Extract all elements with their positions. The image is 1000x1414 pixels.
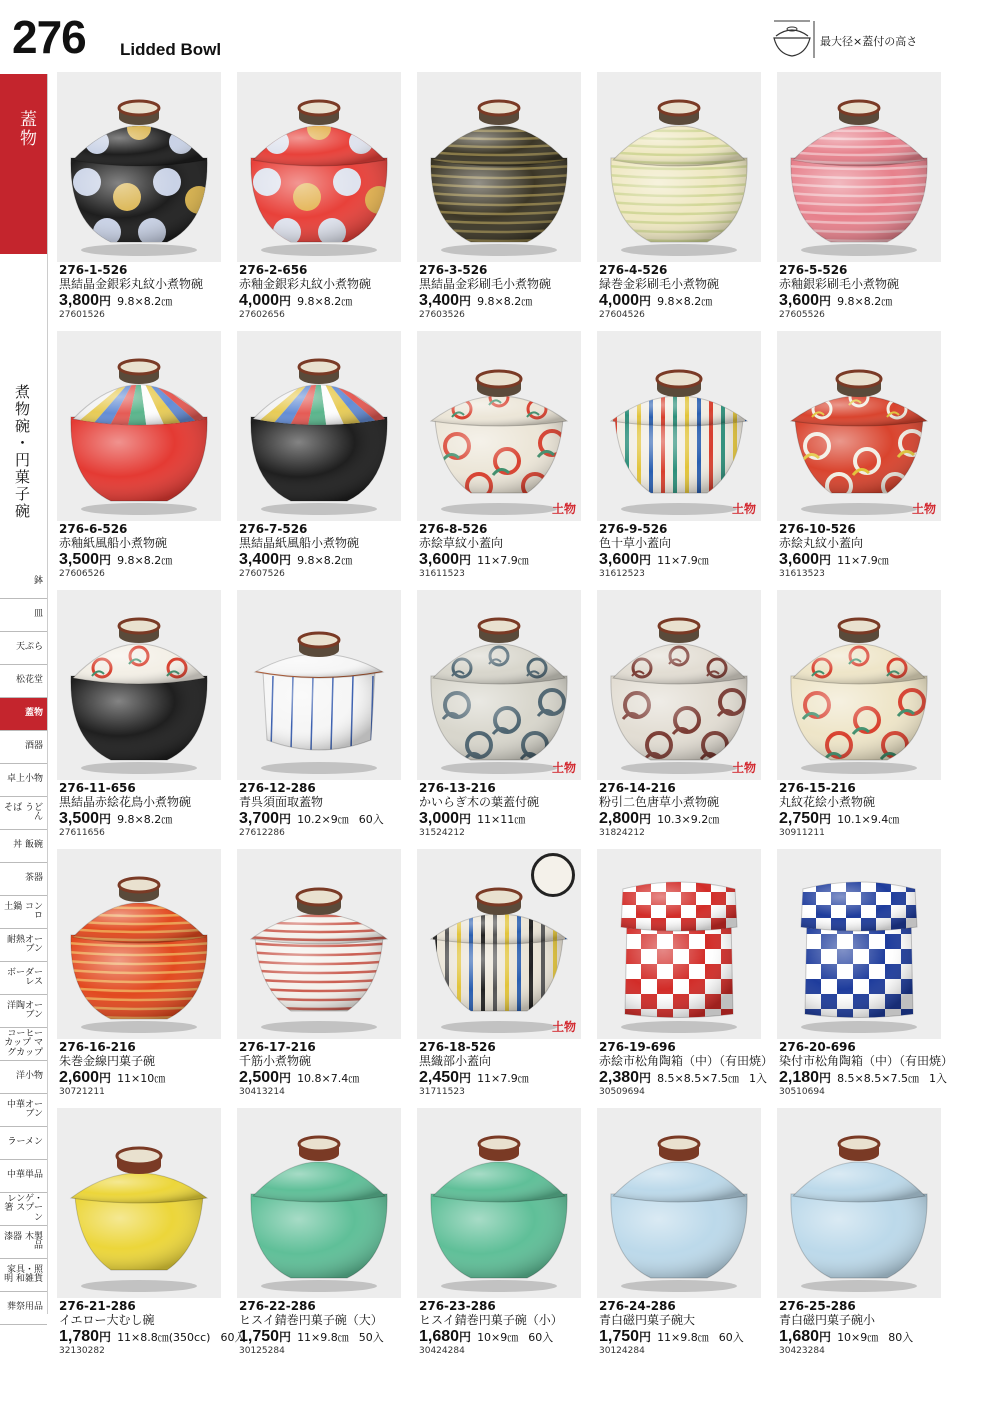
side-index-item[interactable]: ラーメン [0,1127,47,1160]
price-line [59,1068,239,1087]
product-name: 黒織部小蓋向 [419,1054,492,1068]
price-line [419,1327,599,1346]
lidded-bowl-image [777,72,941,262]
side-index-item[interactable]: 天ぷら [0,632,47,665]
product-name: 丸紋花絵小煮物碗 [779,795,876,809]
lidded-bowl-image [777,1108,941,1298]
earthenware-badge: 土物 [731,502,756,516]
product-name: 青白磁円菓子碗小 [779,1313,876,1327]
product-photo[interactable] [237,1108,401,1298]
product-jan: 31711523 [419,1087,465,1097]
product-photo[interactable] [777,849,941,1039]
price-unit: 円 [639,1330,652,1344]
product-jan: 27601526 [59,310,105,320]
product-name: 粉引二色唐草小煮物碗 [599,795,720,809]
price-unit: 円 [279,1330,292,1344]
product-code: 276-16-216 [59,1040,136,1054]
product-photo[interactable] [57,849,221,1039]
lid-detail-inset [531,853,575,897]
product-name: 緑巻金彩刷毛小煮物碗 [599,277,720,291]
product-jan: 32130282 [59,1346,105,1356]
pack-quantity: 1入 [748,1072,767,1085]
side-index-item[interactable]: 蓋物 [0,698,47,731]
product-price: 1,680 [779,1328,820,1345]
price-unit: 円 [459,294,472,308]
product-name: 赤絵市松角陶箱（中）（有田焼） [599,1054,774,1068]
price-unit: 円 [639,553,652,567]
product-name: かいらぎ木の葉蓋付碗 [419,795,540,809]
product-code: 276-11-656 [59,781,136,795]
price-line [239,550,419,569]
product-size: 11×8.8㎝(350cc) [117,1331,211,1344]
product-size: 10×9㎝ [837,1331,879,1344]
product-photo[interactable] [777,590,941,780]
price-unit: 円 [459,553,472,567]
side-index-item[interactable]: そば うどん [0,797,47,830]
side-index-item[interactable]: 酒器 [0,731,47,764]
lidded-bowl-image [237,590,401,780]
product-size: 9.8×8.2㎝ [117,295,173,308]
product-size: 9.8×8.2㎝ [117,554,173,567]
product-size: 11×11㎝ [477,813,526,826]
product-price: 2,750 [779,810,820,827]
product-info [239,1041,419,1097]
product-jan: 31611523 [419,569,465,579]
product-price: 2,450 [419,1069,460,1086]
price-unit: 円 [459,1071,472,1085]
pack-quantity: 60入 [220,1331,246,1344]
lidded-bowl-image [417,72,581,262]
product-size: 9.8×8.2㎝ [837,295,893,308]
product-code: 276-14-216 [599,781,676,795]
product-info [599,264,779,320]
price-unit: 円 [459,1330,472,1344]
side-index-item[interactable]: 丼 飯碗 [0,830,47,863]
product-size: 10.3×9.2㎝ [657,813,720,826]
product-info [239,782,419,838]
product-info [59,1299,246,1356]
side-subcategory-label: 煮物碗・円菓子碗 [13,384,31,520]
product-photo[interactable] [417,72,581,262]
price-line [59,291,239,310]
product-name: 黒結晶紙風船小煮物碗 [239,536,360,550]
product-photo[interactable] [597,849,761,1039]
product-info [419,1041,599,1097]
product-photo[interactable] [417,331,581,521]
product-photo[interactable] [417,590,581,780]
product-jan: 27612286 [239,828,285,838]
side-index-item[interactable]: 耐熱オーブン [0,929,47,962]
product-jan: 30413214 [239,1087,285,1097]
size-legend [770,18,995,64]
product-size: 11×9.8㎝ [657,1331,709,1344]
product-name: 千筋小煮物碗 [239,1054,312,1068]
product-price: 3,000 [419,810,460,827]
product-size: 11×10㎝ [117,1072,166,1085]
price-line [419,291,599,310]
product-info [599,523,779,579]
side-index-item[interactable]: ボーダーレス [0,962,47,995]
earthenware-badge: 土物 [551,761,576,775]
product-code: 276-5-526 [779,263,848,277]
lidded-bowl-image [57,1108,221,1298]
product-price: 3,600 [779,551,820,568]
product-price: 2,380 [599,1069,640,1086]
product-size: 10.8×7.4㎝ [297,1072,360,1085]
product-size: 9.8×8.2㎝ [657,295,713,308]
product-name: 色十草小蓋向 [599,536,672,550]
price-line [599,1068,779,1087]
product-size: 11×7.9㎝ [477,1072,529,1085]
side-category-tab[interactable] [0,74,47,254]
product-jan: 27611656 [59,828,105,838]
product-code: 276-1-526 [59,263,128,277]
product-info [779,264,959,320]
product-photo[interactable] [237,72,401,262]
product-info [779,1041,959,1097]
product-photo[interactable] [597,1108,761,1298]
product-name: 赤釉金銀彩丸紋小煮物碗 [239,277,372,291]
product-info [779,523,959,579]
product-photo[interactable] [417,1108,581,1298]
product-name: 黒結晶金彩刷毛小煮物碗 [419,277,552,291]
price-unit: 円 [279,294,292,308]
product-code: 276-8-526 [419,522,488,536]
price-unit: 円 [819,812,832,826]
lidded-bowl-image [417,590,581,780]
product-info [239,264,419,320]
product-photo[interactable] [417,849,581,1039]
product-photo[interactable] [597,590,761,780]
lidded-bowl-image [597,72,761,262]
lidded-bowl-image [777,331,941,521]
price-unit: 円 [279,1071,292,1085]
product-code: 276-4-526 [599,263,668,277]
price-line [599,1327,779,1346]
product-jan: 30911211 [779,828,825,838]
product-price: 2,600 [59,1069,100,1086]
product-code: 276-21-286 [59,1299,136,1313]
price-unit: 円 [819,1330,832,1344]
product-info [419,1300,599,1356]
lidded-bowl-image [237,1108,401,1298]
side-index-item[interactable]: 漆器 木製品 [0,1226,47,1259]
price-line [419,809,599,828]
side-category-label: 蓋物 [16,110,36,148]
side-divider [47,74,48,1314]
earthenware-badge: 土物 [731,761,756,775]
price-line [419,550,599,569]
product-size: 11×7.9㎝ [657,554,709,567]
product-name: 朱巻金線円菓子碗 [59,1054,156,1068]
earthenware-badge: 土物 [551,502,576,516]
product-price: 4,000 [599,292,640,309]
product-code: 276-20-696 [779,1040,856,1054]
product-code: 276-13-216 [419,781,496,795]
price-line [779,291,959,310]
lidded-bowl-image [597,590,761,780]
product-name: 染付市松角陶箱（中）（有田焼） [779,1054,954,1068]
product-photo[interactable] [237,331,401,521]
side-index-item[interactable]: 葬祭用品 [0,1292,47,1325]
product-info [599,1041,779,1097]
price-line [239,809,419,828]
product-price: 1,680 [419,1328,460,1345]
lidded-bowl-image [57,72,221,262]
side-index-item[interactable]: 家具・照明 和雑貨 [0,1259,47,1292]
product-code: 276-12-286 [239,781,316,795]
page-title: Lidded Bowl [120,40,222,59]
product-info [419,264,599,320]
product-info [59,264,239,320]
product-jan: 30124284 [599,1346,645,1356]
product-name: 赤釉紙風船小煮物碗 [59,536,168,550]
price-line [59,809,239,828]
side-index-item[interactable]: レンゲ・箸 スプーン [0,1193,47,1226]
price-unit: 円 [279,812,292,826]
lidded-bowl-image [597,1108,761,1298]
price-unit: 円 [99,553,112,567]
price-line [599,809,779,828]
side-index-item[interactable]: 松花堂 [0,665,47,698]
product-name: 黒結晶赤絵花鳥小煮物碗 [59,795,192,809]
price-line [59,1327,246,1346]
lidded-bowl-image [237,849,401,1039]
price-line [419,1068,599,1087]
price-unit: 円 [819,294,832,308]
price-line [239,1068,419,1087]
price-unit: 円 [639,812,652,826]
product-price: 3,800 [59,292,100,309]
product-jan: 30510694 [779,1087,825,1097]
price-unit: 円 [99,812,112,826]
product-price: 3,700 [239,810,280,827]
product-code: 276-2-656 [239,263,308,277]
earthenware-badge: 土物 [551,1020,576,1034]
lidded-bowl-image [237,331,401,521]
pack-quantity: 1入 [928,1072,947,1085]
product-price: 3,500 [59,810,100,827]
product-price: 3,600 [779,292,820,309]
product-info [779,1300,959,1356]
price-unit: 円 [99,1071,112,1085]
side-index-item[interactable]: 鉢 [0,566,47,599]
product-price: 2,180 [779,1069,820,1086]
product-name: ヒスイ錆巻円菓子碗（小） [419,1313,563,1327]
product-size: 8.5×8.5×7.5㎝ [657,1072,739,1085]
lidded-bowl-image [777,849,941,1039]
price-line [599,291,779,310]
product-photo[interactable] [237,590,401,780]
lidded-bowl-image [237,72,401,262]
product-photo[interactable] [597,331,761,521]
product-size: 11×7.9㎝ [837,554,889,567]
product-code: 276-10-526 [779,522,856,536]
product-price: 3,600 [599,551,640,568]
product-name: 黒結晶金銀彩丸紋小煮物碗 [59,277,204,291]
product-jan: 27602656 [239,310,285,320]
product-price: 3,500 [59,551,100,568]
price-line [779,809,959,828]
product-price: 1,750 [599,1328,640,1345]
product-photo[interactable] [777,331,941,521]
product-info [59,782,239,838]
product-code: 276-3-526 [419,263,488,277]
pack-quantity: 60入 [528,1331,554,1344]
pack-quantity: 60入 [718,1331,744,1344]
product-info [419,523,599,579]
side-index [0,566,47,1325]
lidded-bowl-image [57,849,221,1039]
side-index-item[interactable]: 土鍋 コンロ [0,896,47,929]
product-size: 11×9.8㎝ [297,1331,349,1344]
product-jan: 31824212 [599,828,645,838]
lidded-bowl-image [417,331,581,521]
price-line [599,550,779,569]
price-line [779,550,959,569]
product-info [599,1300,779,1356]
product-code: 276-9-526 [599,522,668,536]
product-name: イエロー大むし碗 [59,1313,155,1327]
product-code: 276-18-526 [419,1040,496,1054]
product-name: 青白磁円菓子碗大 [599,1313,696,1327]
lidded-bowl-image [57,331,221,521]
product-jan: 31612523 [599,569,645,579]
price-unit: 円 [819,553,832,567]
side-index-item[interactable]: 卓上小物 [0,764,47,797]
product-photo[interactable] [777,1108,941,1298]
product-jan: 27606526 [59,569,105,579]
price-line [779,1327,959,1346]
price-unit: 円 [639,294,652,308]
price-unit: 円 [279,553,292,567]
product-code: 276-25-286 [779,1299,856,1313]
price-unit: 円 [639,1071,652,1085]
earthenware-badge: 土物 [911,502,936,516]
product-price: 2,500 [239,1069,280,1086]
product-name: 青呉須面取蓋物 [239,795,324,809]
product-jan: 27603526 [419,310,465,320]
pack-quantity: 50入 [358,1331,384,1344]
product-photo[interactable] [57,1108,221,1298]
product-size: 9.8×8.2㎝ [297,554,353,567]
lidded-bowl-image [597,849,761,1039]
product-code: 276-6-526 [59,522,128,536]
product-photo[interactable] [237,849,401,1039]
lidded-bowl-image [777,590,941,780]
product-jan: 31613523 [779,569,825,579]
product-jan: 30424284 [419,1346,465,1356]
product-photo[interactable] [57,590,221,780]
product-name: 赤絵丸紋小蓋向 [779,536,864,550]
product-size: 9.8×8.2㎝ [477,295,533,308]
product-jan: 30509694 [599,1087,645,1097]
product-code: 276-7-526 [239,522,308,536]
product-code: 276-17-216 [239,1040,316,1054]
product-photo[interactable] [597,72,761,262]
product-price: 4,000 [239,292,280,309]
product-jan: 30423284 [779,1346,825,1356]
side-index-item[interactable]: コーヒーカップ マグカップ [0,1028,47,1061]
product-photo[interactable] [57,331,221,521]
product-jan: 30125284 [239,1346,285,1356]
product-price: 3,400 [419,292,460,309]
page-number: 276 [12,11,86,63]
product-code: 276-19-696 [599,1040,676,1054]
product-info [59,523,239,579]
price-unit: 円 [819,1071,832,1085]
product-size: 10.1×9.4㎝ [837,813,900,826]
product-jan: 27605526 [779,310,825,320]
product-info [779,782,959,838]
price-line [59,550,239,569]
product-price: 1,750 [239,1328,280,1345]
side-index-item[interactable]: 茶器 [0,863,47,896]
price-line [239,291,419,310]
lidded-bowl-image [597,331,761,521]
product-code: 276-23-286 [419,1299,496,1313]
price-unit: 円 [99,1330,112,1344]
product-code: 276-22-286 [239,1299,316,1313]
product-code: 276-24-286 [599,1299,676,1313]
product-size: 9.8×8.2㎝ [297,295,353,308]
pack-quantity: 80入 [888,1331,914,1344]
product-code: 276-15-216 [779,781,856,795]
product-price: 1,780 [59,1328,100,1345]
product-name: 赤釉銀彩刷毛小煮物碗 [779,277,900,291]
side-index-item[interactable]: 洋陶オーブン [0,995,47,1028]
price-line [239,1327,419,1346]
price-line [779,1068,959,1087]
product-name: 赤絵草紋小蓋向 [419,536,504,550]
product-info [59,1041,239,1097]
product-jan: 31524212 [419,828,465,838]
side-index-item[interactable]: 皿 [0,599,47,632]
price-unit: 円 [459,812,472,826]
product-info [599,782,779,838]
product-size: 10×9㎝ [477,1331,519,1344]
product-photo[interactable] [57,72,221,262]
product-info [239,1300,419,1356]
product-jan: 30721211 [59,1087,105,1097]
product-size: 10.2×9㎝ [297,813,349,826]
product-jan: 27607526 [239,569,285,579]
product-photo[interactable] [777,72,941,262]
lidded-bowl-image [417,1108,581,1298]
product-jan: 27604526 [599,310,645,320]
product-name: ヒスイ錆巻円菓子碗（大） [239,1313,383,1327]
side-index-item[interactable]: 洋小物 [0,1061,47,1094]
product-price: 2,800 [599,810,640,827]
side-index-item[interactable]: 中華単品 [0,1160,47,1193]
side-index-item[interactable]: 中華オーブン [0,1094,47,1127]
product-info [419,782,599,838]
product-size: 11×7.9㎝ [477,554,529,567]
product-price: 3,600 [419,551,460,568]
product-size: 8.5×8.5×7.5㎝ [837,1072,919,1085]
product-price: 3,400 [239,551,280,568]
price-unit: 円 [99,294,112,308]
lidded-bowl-image [57,590,221,780]
product-size: 9.8×8.2㎝ [117,813,173,826]
legend-text: 最大径×蓋付の高さ [820,35,918,48]
product-info [239,523,419,579]
pack-quantity: 60入 [358,813,384,826]
bowl-dimension-icon [770,18,818,64]
